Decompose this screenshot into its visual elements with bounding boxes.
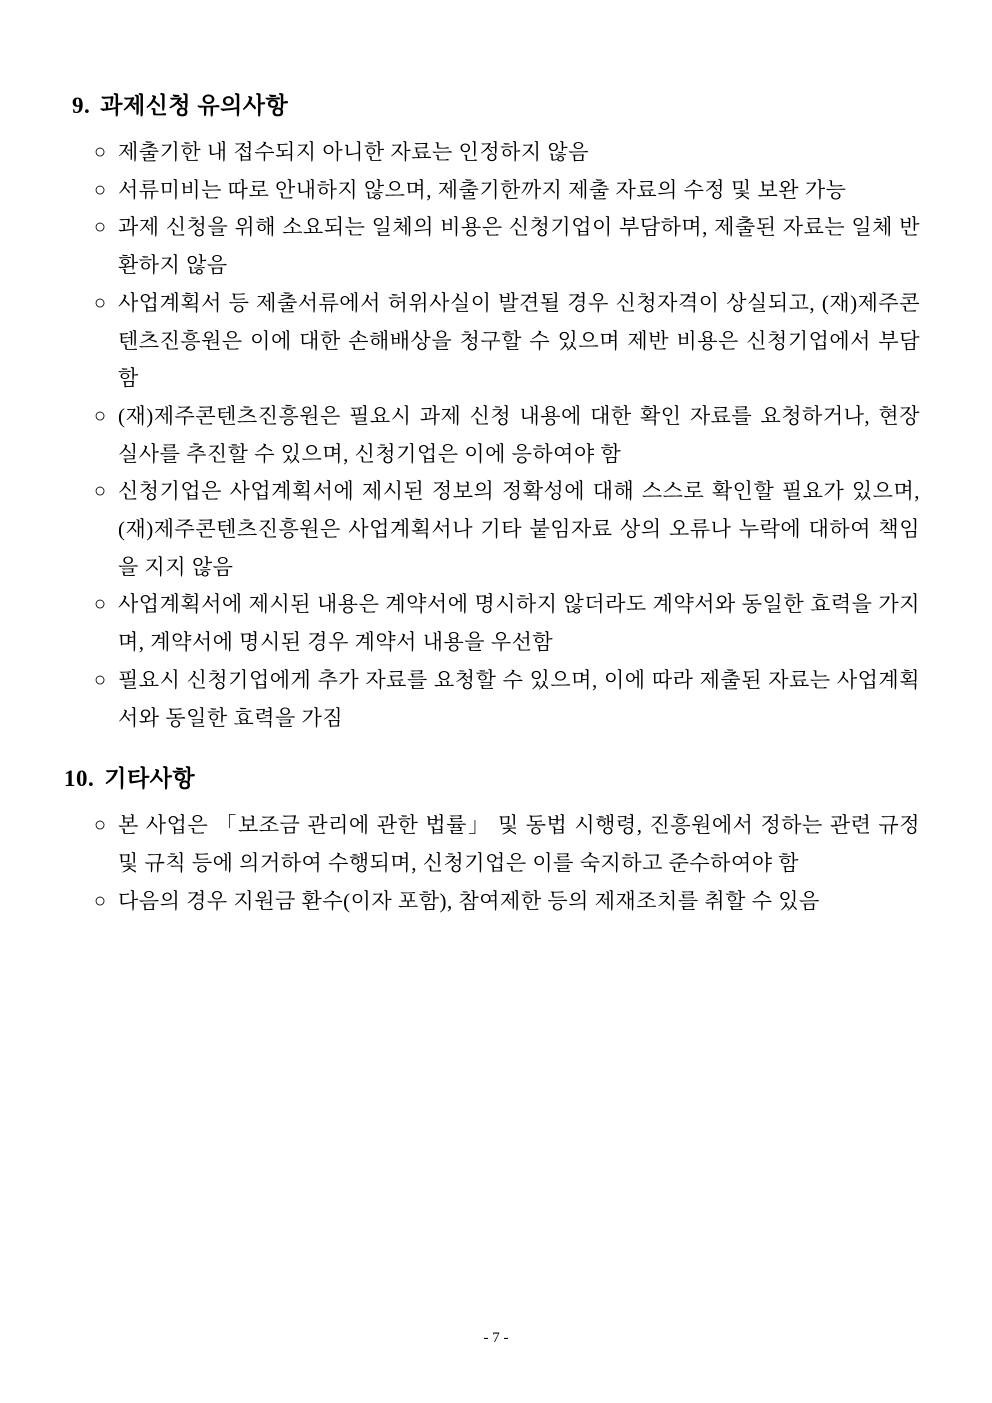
document-content: [64, 90, 920, 920]
page-number: - 7 -: [483, 1330, 509, 1346]
page-footer: [0, 1328, 992, 1348]
bullet-text: 제출기한 내 접수되지 아니한 자료는 인정하지 않음: [118, 140, 590, 164]
circle-bullet-icon: ○: [94, 216, 107, 239]
bullet-text: 사업계획서에 제시된 내용은 계약서에 명시하지 않더라도 계약서와 동일한 효력을 가지며, 계약서에 명시된 경우 계약서 내용을 우선함: [118, 592, 920, 655]
circle-bullet-icon: ○: [94, 668, 107, 691]
bullet-text: 다음의 경우 지원금 환수(이자 포함), 참여제한 등의 제재조치를 취할 수 있음: [118, 888, 820, 913]
bullet-item: [72, 662, 920, 737]
section-number: 9.: [72, 93, 91, 118]
section-number: 10.: [64, 766, 95, 792]
circle-bullet-icon: ○: [94, 889, 107, 912]
bullet-text: 필요시 신청기업에게 추가 자료를 요청할 수 있으며, 이에 따라 제출된 자료는 사업계획서와 동일한 효력을 가짐: [118, 667, 920, 730]
bullet-list: [72, 807, 920, 920]
bullet-item: [72, 285, 920, 398]
bullet-item: [72, 807, 920, 882]
section-other-matters: [64, 763, 920, 920]
bullet-item: [72, 398, 920, 473]
bullet-item: [72, 209, 920, 284]
bullet-item: [72, 883, 920, 921]
bullet-text: 신청기업은 사업계획서에 제시된 정보의 정확성에 대해 스스로 확인할 필요가 있으며, (재)제주콘텐츠진흥원은 사업계획서나 기타 붙임자료 상의 오류나 누락에 대하여 책임을 지지 않음: [118, 479, 920, 579]
circle-bullet-icon: ○: [94, 178, 107, 201]
circle-bullet-icon: ○: [94, 814, 107, 837]
circle-bullet-icon: ○: [94, 480, 107, 503]
section-title: 과제신청 유의사항: [100, 93, 289, 118]
section-heading: [64, 763, 920, 795]
bullet-item: [72, 473, 920, 586]
section-title: 기타사항: [104, 766, 196, 792]
bullet-text: 본 사업은 「보조금 관리에 관한 법률」 및 동법 시행령, 진흥원에서 정하는 관련 규정 및 규칙 등에 의거하여 수행되며, 신청기업은 이를 숙지하고 준수하여야 함: [118, 813, 920, 875]
section-task-application-notes: [72, 90, 920, 737]
bullet-list: [72, 134, 920, 737]
bullet-text: 과제 신청을 위해 소요되는 일체의 비용은 신청기업이 부담하며, 제출된 자료는 일체 반환하지 않음: [118, 215, 920, 278]
bullet-text: 서류미비는 따로 안내하지 않으며, 제출기한까지 제출 자료의 수정 및 보완 가능: [118, 177, 847, 202]
circle-bullet-icon: ○: [94, 593, 107, 616]
circle-bullet-icon: ○: [94, 291, 107, 314]
bullet-item: [72, 134, 920, 172]
bullet-text: (재)제주콘텐츠진흥원은 필요시 과제 신청 내용에 대한 확인 자료를 요청하거나, 현장 실사를 추진할 수 있으며, 신청기업은 이에 응하여야 함: [118, 403, 920, 466]
bullet-text: 사업계획서 등 제출서류에서 허위사실이 발견될 경우 신청자격이 상실되고, (재)제주콘텐츠진흥원은 이에 대한 손해배상을 청구할 수 있으며 제반 비용은 신청기업에서 부담함: [118, 290, 920, 391]
section-heading: [72, 90, 920, 122]
circle-bullet-icon: ○: [94, 404, 107, 427]
bullet-item: [72, 586, 920, 661]
bullet-item: [72, 172, 920, 210]
circle-bullet-icon: ○: [94, 141, 107, 163]
